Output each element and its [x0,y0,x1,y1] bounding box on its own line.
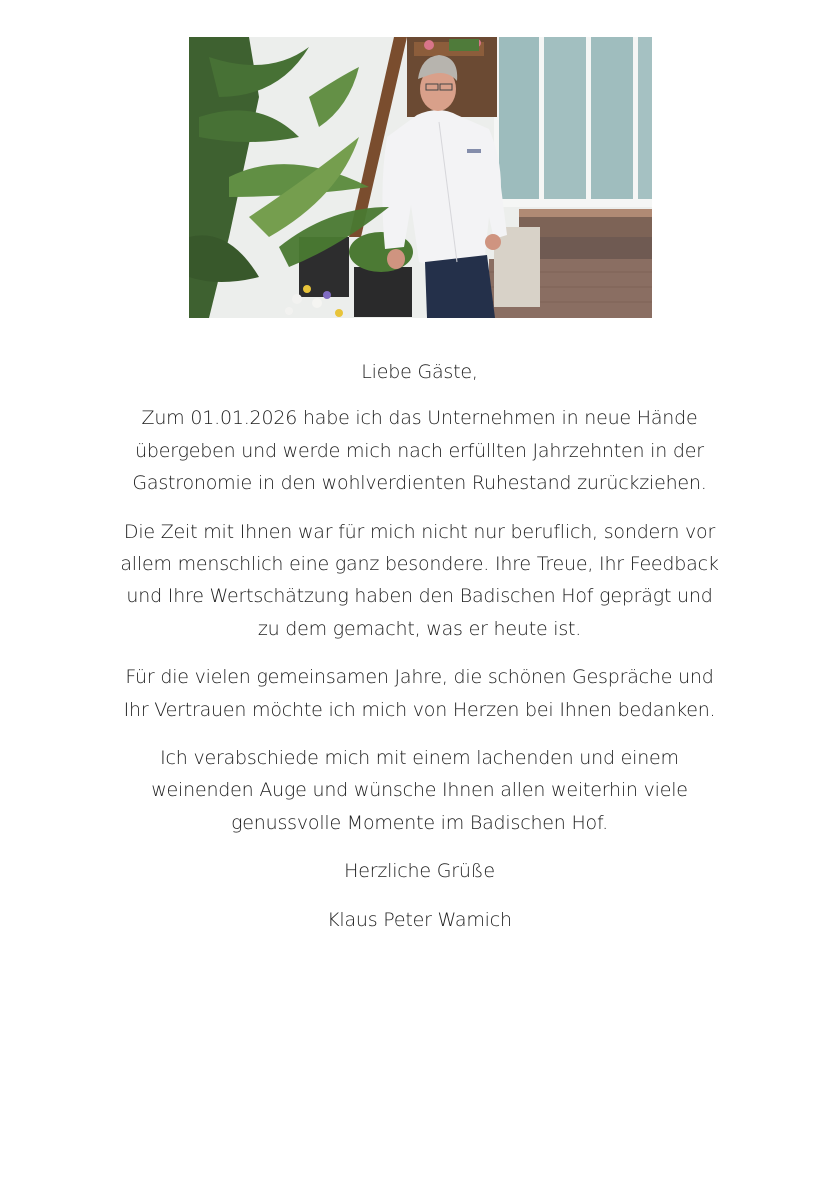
letter-closing: Herzliche Grüße [344,860,495,883]
letter-paragraph: Ich verabschiede mich mit einem lachenden und einem weinenden Auge und wünsche Ihnen allen weiterhin viele genussvolle Momente im Badischen Hof. [151,747,688,834]
farewell-letter [120,356,719,952]
chef-photo-illustration [189,37,652,318]
chef-photo [189,37,652,318]
letter-paragraph: Für die vielen gemeinsamen Jahre, die schönen Gespräche und Ihr Vertrauen möchte ich mich von Herzen bei Ihnen bedanken. [123,666,716,721]
letter-signature: Klaus Peter Wamich [327,908,512,931]
letter-paragraph: Die Zeit mit Ihnen war für mich nicht nur beruflich, sondern vor allem menschlich eine ganz besondere. Ihre Treue, Ihr Feedback und Ihre Wertschätzung haben den Badischen Hof geprägt und zu dem gemacht, was er heute ist. [120,520,719,640]
letter-greeting: Liebe Gäste, [361,361,478,383]
letter-paragraph: Zum 01.01.2026 habe ich das Unternehmen in neue Hände übergeben und werde mich nach erfüllten Jahrzehnten in der Gastronomie in den wohlverdienten Ruhestand zurückziehen. [132,407,707,495]
